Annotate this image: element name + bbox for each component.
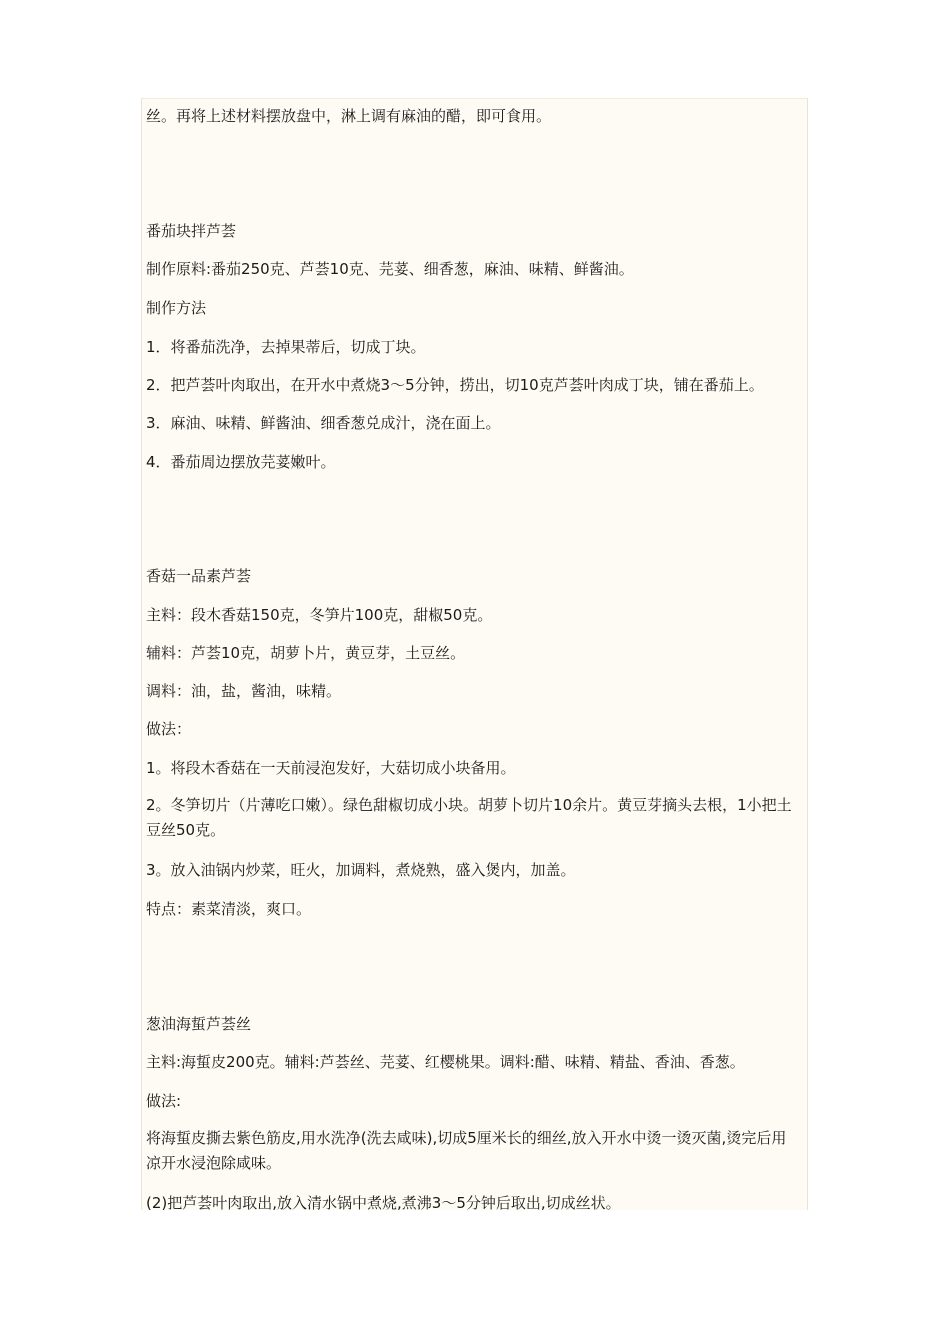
step-item: 1．将番茄洗净，去掉果蒂后，切成丁块。 — [146, 338, 426, 356]
recipe-ingredients: 制作原料:番茄250克、芦荟10克、芫荽、细香葱，麻油、味精、鲜酱油。 — [146, 260, 634, 278]
step-item: 3。放入油锅内炒菜，旺火，加调料，煮烧熟，盛入煲内，加盖。 — [146, 861, 576, 879]
step-item: 4．番茄周边摆放芫荽嫩叶。 — [146, 453, 336, 471]
method-label: 做法： — [146, 720, 192, 738]
step-item: (2)把芦荟叶肉取出,放入清水锅中煮烧,煮沸3～5分钟后取出,切成丝状。 — [146, 1194, 621, 1210]
seasoning: 调料：油，盐，酱油，味精。 — [146, 682, 342, 700]
recipe-ingredients: 主料:海蜇皮200克。辅料:芦荟丝、芫荽、红樱桃果。调料:醋、味精、精盐、香油、香葱。 — [146, 1053, 745, 1071]
aux-ingredients: 辅料：芦荟10克，胡萝卜片，黄豆芽，土豆丝。 — [146, 644, 466, 662]
recipe-title: 香菇一品素芦荟 — [146, 567, 252, 585]
step-item: 3．麻油、味精、鲜酱油、细香葱兑成汁，浇在面上。 — [146, 414, 501, 432]
method-label: 做法: — [146, 1092, 182, 1110]
recipe-title: 番茄块拌芦荟 — [146, 222, 237, 240]
main-ingredients: 主料：段木香菇150克，冬笋片100克，甜椒50克。 — [146, 606, 493, 624]
method-label: 制作方法 — [146, 299, 207, 317]
step-item: 1。将段木香菇在一天前浸泡发好，大菇切成小块备用。 — [146, 759, 516, 777]
feature-note: 特点：素菜清淡，爽口。 — [146, 900, 312, 918]
step-item: 2。冬笋切片（片薄吃口嫩）。绿色甜椒切成小块。胡萝卜切片10余片。黄豆芽摘头去根，1小把土豆丝50克。 — [146, 796, 792, 839]
step-item: 2．把芦荟叶肉取出，在开水中煮烧3～5分钟，捞出，切10克芦荟叶肉成丁块，铺在番茄上。 — [146, 376, 764, 394]
document-page — [141, 98, 808, 1210]
text-line: 丝。再将上述材料摆放盘中，淋上调有麻油的醋，即可食用。 — [146, 107, 552, 125]
recipe-title: 葱油海蜇芦荟丝 — [146, 1015, 252, 1033]
step-item: 将海蜇皮撕去紫色筋皮,用水洗净(洗去咸味),切成5厘米长的细丝,放入开水中烫一烫灭菌,烫完后用凉开水浸泡除咸味。 — [146, 1129, 787, 1172]
